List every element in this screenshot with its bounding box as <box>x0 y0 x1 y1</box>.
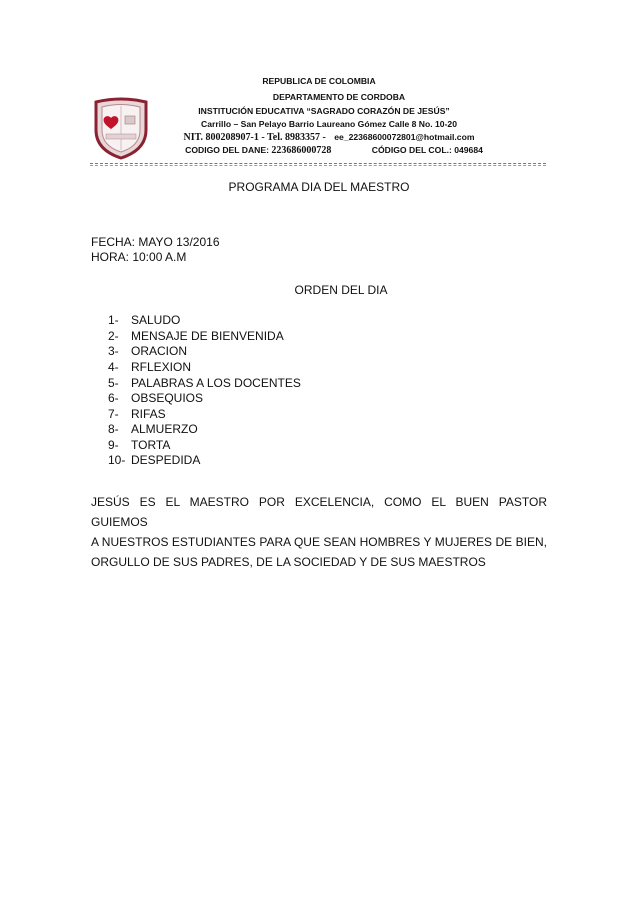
header-dane-label: CODIGO DEL DANE: <box>185 145 269 155</box>
closing-paragraph <box>91 492 547 572</box>
agenda-item-label: TORTA <box>131 438 171 452</box>
agenda-item <box>108 422 198 436</box>
agenda-item-label: RFLEXION <box>131 360 192 374</box>
agenda-item-number: 6- <box>108 391 119 405</box>
header-institution: INSTITUCIÓN EDUCATIVA “SAGRADO CORAZÓN DE JESÚS” <box>198 106 450 116</box>
header-dane-value: 223686000728 <box>271 145 332 156</box>
agenda-item <box>108 360 191 374</box>
agenda-item-label: OBSEQUIOS <box>131 391 204 405</box>
agenda-item-number: 9- <box>108 438 119 452</box>
agenda-item-number: 2- <box>108 329 119 343</box>
agenda-item-label: ORACION <box>131 344 188 358</box>
crest-book <box>125 116 135 124</box>
agenda-item <box>108 376 301 390</box>
agenda-item <box>108 344 187 358</box>
agenda-heading: ORDEN DEL DIA <box>294 283 388 297</box>
agenda-item-number: 10- <box>108 453 126 467</box>
header-divider <box>90 163 546 164</box>
agenda-item <box>108 391 203 405</box>
agenda-item-label: DESPEDIDA <box>131 453 201 467</box>
agenda-item <box>108 407 166 421</box>
header-email: ee_22368600072801@hotmail.com <box>334 132 475 142</box>
agenda-item-number: 8- <box>108 422 119 436</box>
header-divider-secondary <box>90 165 546 166</box>
header-col-code: CÓDIGO DEL COL.: 049684 <box>371 145 483 155</box>
header-department: DEPARTAMENTO DE CORDOBA <box>272 92 406 102</box>
closing-line: A NUESTROS ESTUDIANTES PARA QUE SEAN HOMBRES Y MUJERES DE BIEN, <box>91 535 547 549</box>
crest-banner <box>106 134 136 139</box>
agenda-item-number: 1- <box>108 313 119 327</box>
school-crest-logo <box>92 96 150 160</box>
header-nit-tel: NIT. 800208907-1 - Tel. 8983357 - <box>183 132 326 143</box>
agenda-item <box>108 453 200 467</box>
agenda-item-number: 3- <box>108 344 119 358</box>
closing-line: ORGULLO DE SUS PADRES, DE LA SOCIEDAD Y DE SUS MAESTROS <box>91 555 486 569</box>
header-country: REPUBLICA DE COLOMBIA <box>262 76 376 86</box>
event-date: FECHA: MAYO 13/2016 <box>91 235 220 249</box>
agenda-item <box>108 438 170 452</box>
agenda-item-number: 4- <box>108 360 119 374</box>
agenda-item-label: RIFAS <box>131 407 166 421</box>
closing-line: JESÚS ES EL MAESTRO POR EXCELENCIA, COMO EL BUEN PASTOR GUIEMOS <box>91 495 547 529</box>
agenda-item-label: MENSAJE DE BIENVENIDA <box>131 329 284 343</box>
agenda-item-number: 7- <box>108 407 119 421</box>
agenda-item-label: PALABRAS A LOS DOCENTES <box>131 376 301 390</box>
document-title: PROGRAMA DIA DEL MAESTRO <box>228 180 410 194</box>
agenda-item-label: ALMUERZO <box>131 422 198 436</box>
event-time: HORA: 10:00 A.M <box>91 250 187 264</box>
header-address: Carrillo – San Pelayo Barrio Laureano Gómez Calle 8 No. 10-20 <box>201 119 457 129</box>
agenda-item <box>108 313 180 327</box>
agenda-item-label: SALUDO <box>131 313 181 327</box>
agenda-item <box>108 329 284 343</box>
agenda-item-number: 5- <box>108 376 119 390</box>
